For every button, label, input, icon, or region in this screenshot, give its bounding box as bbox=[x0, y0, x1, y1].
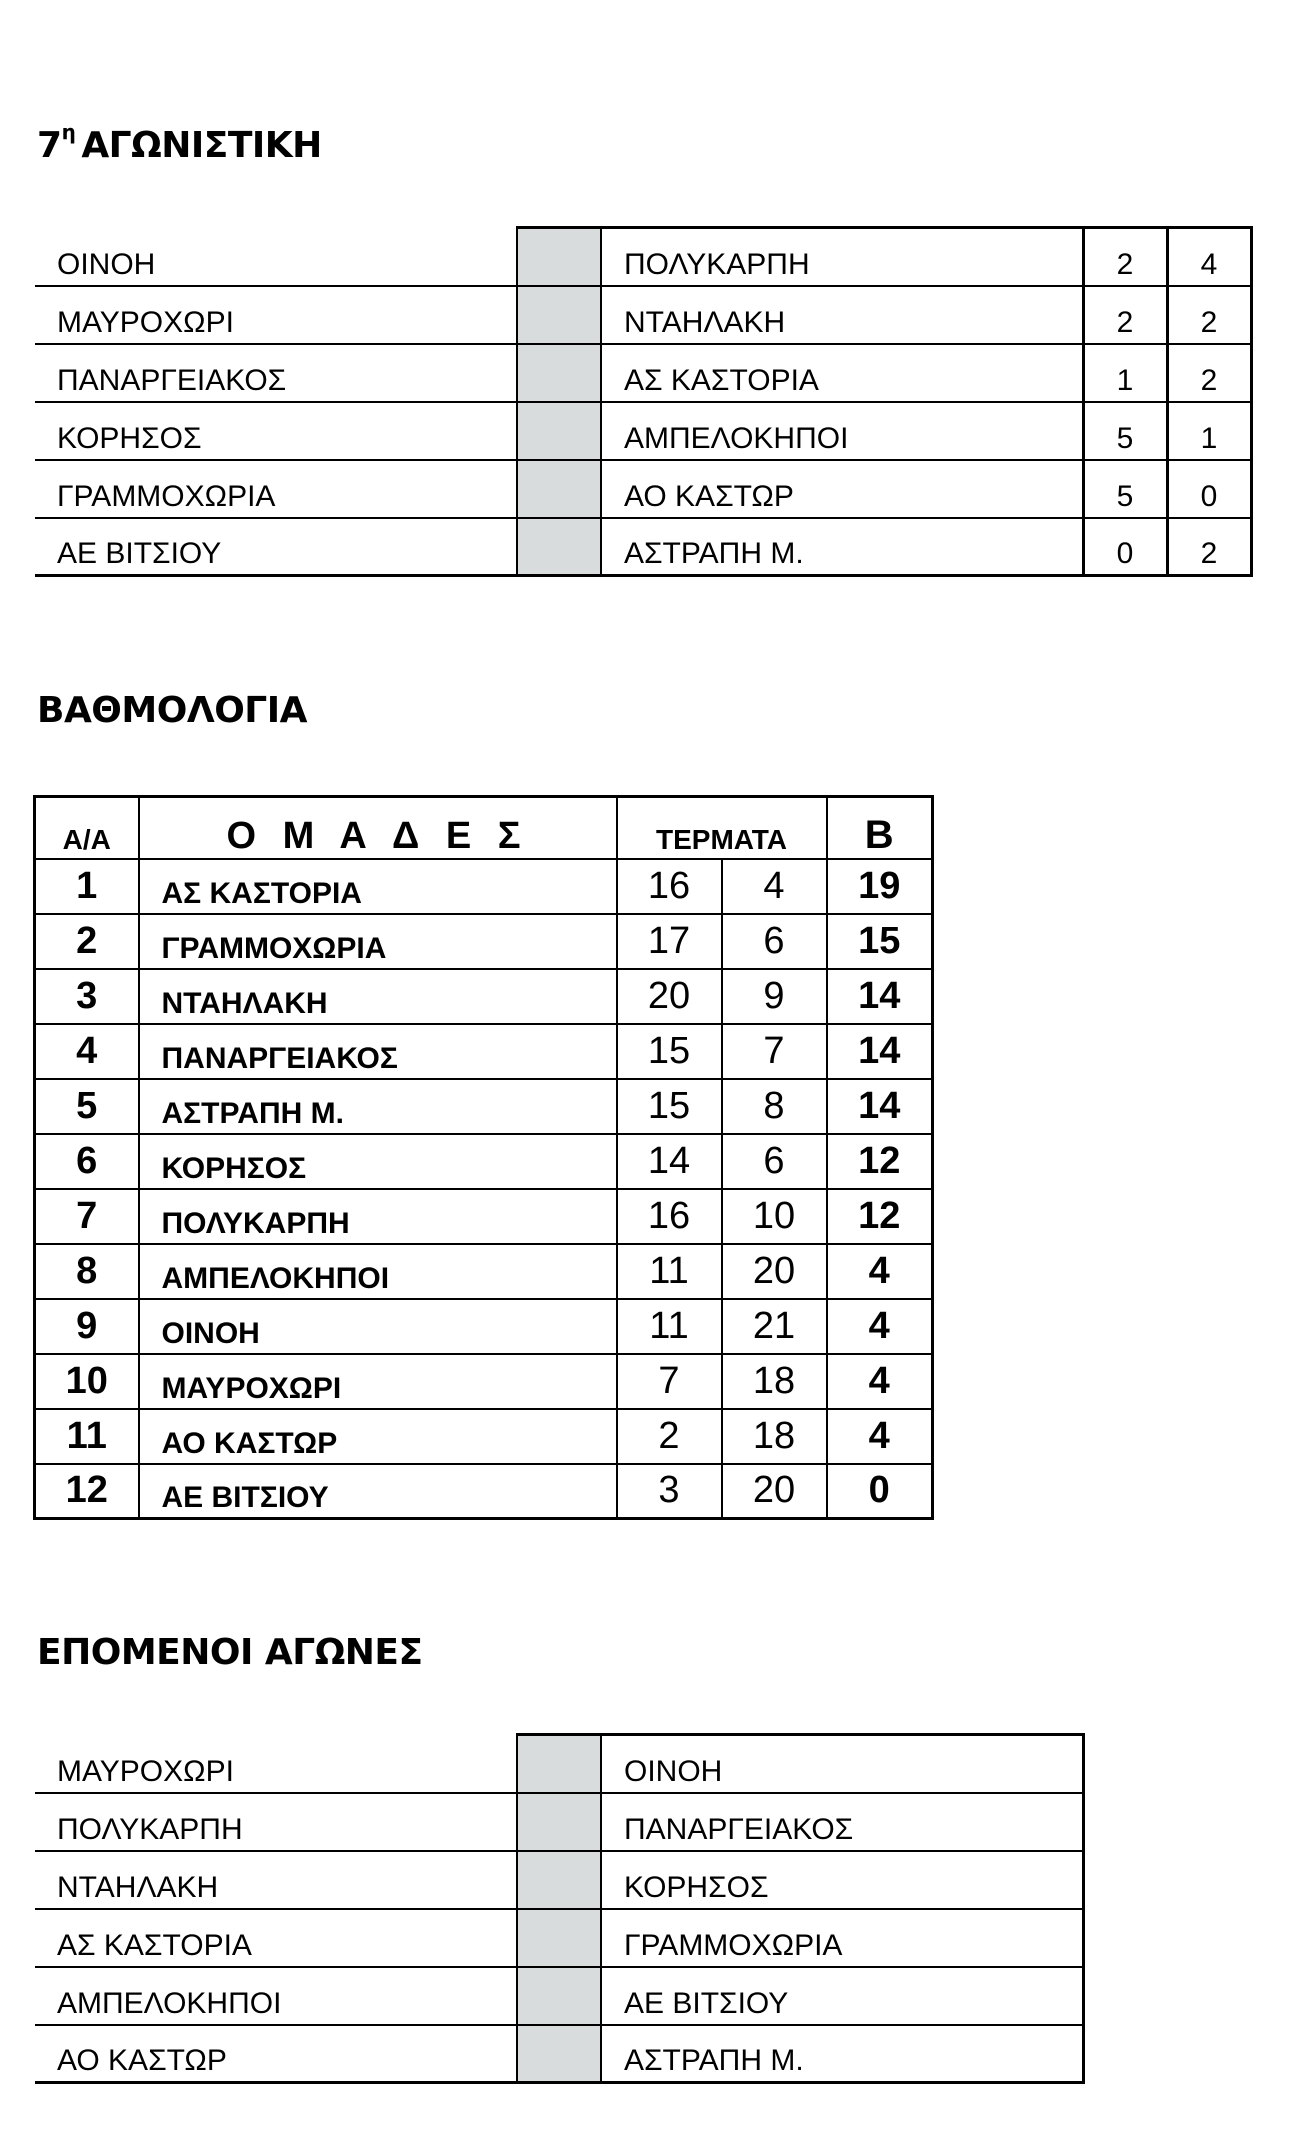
points: 4 bbox=[827, 1354, 933, 1409]
position: 4 bbox=[35, 1024, 139, 1079]
goals-against: 4 bbox=[722, 859, 827, 914]
position: 8 bbox=[35, 1244, 139, 1299]
standings-table bbox=[33, 795, 934, 1520]
away-team: ΑΣ ΚΑΣΤΟΡΙΑ bbox=[601, 344, 1083, 402]
team-name: ΠΑΝΑΡΓΕΙΑΚΟΣ bbox=[139, 1024, 617, 1079]
position: 10 bbox=[35, 1354, 139, 1409]
matchday-label: ΑΓΩΝΙΣΤΙΚΗ bbox=[81, 125, 322, 166]
goals-against: 18 bbox=[722, 1409, 827, 1464]
position: 12 bbox=[35, 1464, 139, 1519]
result-row bbox=[35, 228, 1251, 286]
position: 11 bbox=[35, 1409, 139, 1464]
standings-row bbox=[35, 1244, 933, 1299]
standings-row bbox=[35, 1299, 933, 1354]
next-match-row bbox=[35, 1735, 1083, 1793]
away-team: ΑΜΠΕΛΟΚΗΠΟΙ bbox=[601, 402, 1083, 460]
away-team: ΑΟ ΚΑΣΤΩΡ bbox=[601, 460, 1083, 518]
standings-row bbox=[35, 1464, 933, 1519]
goals-for: 16 bbox=[617, 859, 722, 914]
points: 4 bbox=[827, 1409, 933, 1464]
home-goals: 0 bbox=[1083, 518, 1167, 576]
home-goals: 2 bbox=[1083, 228, 1167, 286]
goals-against: 6 bbox=[722, 914, 827, 969]
team-name: ΚΟΡΗΣΟΣ bbox=[139, 1134, 617, 1189]
away-goals: 0 bbox=[1167, 460, 1251, 518]
result-row bbox=[35, 518, 1251, 576]
standings-row bbox=[35, 1079, 933, 1134]
away-team: ΠΟΛΥΚΑΡΠΗ bbox=[601, 228, 1083, 286]
next-match-row bbox=[35, 1909, 1083, 1967]
matchday-number: 7 bbox=[37, 125, 62, 166]
goals-for: 17 bbox=[617, 914, 722, 969]
position: 7 bbox=[35, 1189, 139, 1244]
goals-for: 14 bbox=[617, 1134, 722, 1189]
goals-against: 20 bbox=[722, 1464, 827, 1519]
goals-for: 16 bbox=[617, 1189, 722, 1244]
home-team: ΝΤΑΗΛΑΚΗ bbox=[35, 1851, 517, 1909]
points: 4 bbox=[827, 1299, 933, 1354]
separator-cell bbox=[517, 1735, 601, 1793]
goals-for: 11 bbox=[617, 1299, 722, 1354]
goals-for: 11 bbox=[617, 1244, 722, 1299]
home-team: ΓΡΑΜΜΟΧΩΡΙΑ bbox=[35, 460, 517, 518]
standings-title: ΒΑΘΜΟΛΟΓΙΑ bbox=[37, 690, 307, 731]
goals-against: 6 bbox=[722, 1134, 827, 1189]
home-team: ΑΜΠΕΛΟΚΗΠΟΙ bbox=[35, 1967, 517, 2025]
next-match-row bbox=[35, 1851, 1083, 1909]
home-team: ΜΑΥΡΟΧΩΡΙ bbox=[35, 1735, 517, 1793]
away-team: ΓΡΑΜΜΟΧΩΡΙΑ bbox=[601, 1909, 1083, 1967]
goals-against: 7 bbox=[722, 1024, 827, 1079]
separator-cell bbox=[517, 1909, 601, 1967]
result-row bbox=[35, 286, 1251, 344]
standings-row bbox=[35, 1409, 933, 1464]
points: 19 bbox=[827, 859, 933, 914]
goals-for: 3 bbox=[617, 1464, 722, 1519]
goals-for: 20 bbox=[617, 969, 722, 1024]
points: 14 bbox=[827, 1079, 933, 1134]
standings-row bbox=[35, 1134, 933, 1189]
away-goals: 2 bbox=[1167, 286, 1251, 344]
result-row bbox=[35, 402, 1251, 460]
team-name: ΑΜΠΕΛΟΚΗΠΟΙ bbox=[139, 1244, 617, 1299]
result-row bbox=[35, 460, 1251, 518]
position: 5 bbox=[35, 1079, 139, 1134]
away-goals: 2 bbox=[1167, 344, 1251, 402]
away-goals: 4 bbox=[1167, 228, 1251, 286]
results-table bbox=[35, 226, 1253, 577]
goals-against: 20 bbox=[722, 1244, 827, 1299]
team-name: ΑΣΤΡΑΠΗ Μ. bbox=[139, 1079, 617, 1134]
team-name: ΓΡΑΜΜΟΧΩΡΙΑ bbox=[139, 914, 617, 969]
away-team: ΑΕ ΒΙΤΣΙΟΥ bbox=[601, 1967, 1083, 2025]
separator-cell bbox=[517, 344, 601, 402]
next-match-row bbox=[35, 2025, 1083, 2083]
away-team: ΑΣΤΡΑΠΗ Μ. bbox=[601, 518, 1083, 576]
next-matches-table bbox=[35, 1733, 1085, 2084]
team-name: ΠΟΛΥΚΑΡΠΗ bbox=[139, 1189, 617, 1244]
home-team: ΑΣ ΚΑΣΤΟΡΙΑ bbox=[35, 1909, 517, 1967]
home-team: ΑΕ ΒΙΤΣΙΟΥ bbox=[35, 518, 517, 576]
goals-against: 18 bbox=[722, 1354, 827, 1409]
matchday-title bbox=[37, 120, 322, 166]
team-name: ΝΤΑΗΛΑΚΗ bbox=[139, 969, 617, 1024]
next-match-row bbox=[35, 1967, 1083, 2025]
points: 12 bbox=[827, 1134, 933, 1189]
standings-row bbox=[35, 1354, 933, 1409]
home-goals: 2 bbox=[1083, 286, 1167, 344]
points: 15 bbox=[827, 914, 933, 969]
points: 14 bbox=[827, 1024, 933, 1079]
away-team: ΝΤΑΗΛΑΚΗ bbox=[601, 286, 1083, 344]
team-name: ΑΕ ΒΙΤΣΙΟΥ bbox=[139, 1464, 617, 1519]
header-goals: ΤΕΡΜΑΤΑ bbox=[617, 797, 827, 859]
standings-row bbox=[35, 1189, 933, 1244]
goals-against: 21 bbox=[722, 1299, 827, 1354]
separator-cell bbox=[517, 460, 601, 518]
goals-for: 15 bbox=[617, 1079, 722, 1134]
goals-for: 15 bbox=[617, 1024, 722, 1079]
separator-cell bbox=[517, 286, 601, 344]
separator-cell bbox=[517, 1851, 601, 1909]
standings-header-row bbox=[35, 797, 933, 859]
away-team: ΚΟΡΗΣΟΣ bbox=[601, 1851, 1083, 1909]
team-name: ΑΟ ΚΑΣΤΩΡ bbox=[139, 1409, 617, 1464]
position: 3 bbox=[35, 969, 139, 1024]
home-team: ΟΙΝΟΗ bbox=[35, 228, 517, 286]
home-team: ΠΟΛΥΚΑΡΠΗ bbox=[35, 1793, 517, 1851]
separator-cell bbox=[517, 518, 601, 576]
goals-against: 10 bbox=[722, 1189, 827, 1244]
goals-against: 8 bbox=[722, 1079, 827, 1134]
result-row bbox=[35, 344, 1251, 402]
header-points: Β bbox=[827, 797, 933, 859]
home-goals: 1 bbox=[1083, 344, 1167, 402]
standings-row bbox=[35, 969, 933, 1024]
away-goals: 1 bbox=[1167, 402, 1251, 460]
team-name: ΜΑΥΡΟΧΩΡΙ bbox=[139, 1354, 617, 1409]
home-team: ΑΟ ΚΑΣΤΩΡ bbox=[35, 2025, 517, 2083]
home-goals: 5 bbox=[1083, 402, 1167, 460]
separator-cell bbox=[517, 2025, 601, 2083]
separator-cell bbox=[517, 228, 601, 286]
goals-for: 2 bbox=[617, 1409, 722, 1464]
standings-row bbox=[35, 859, 933, 914]
position: 1 bbox=[35, 859, 139, 914]
separator-cell bbox=[517, 1793, 601, 1851]
team-name: ΑΣ ΚΑΣΤΟΡΙΑ bbox=[139, 859, 617, 914]
next-matches-title: ΕΠΟΜΕΝΟΙ ΑΓΩΝΕΣ bbox=[37, 1632, 423, 1673]
team-name: ΟΙΝΟΗ bbox=[139, 1299, 617, 1354]
position: 6 bbox=[35, 1134, 139, 1189]
header-teams: Ο Μ Α Δ Ε Σ bbox=[139, 797, 617, 859]
home-team: ΠΑΝΑΡΓΕΙΑΚΟΣ bbox=[35, 344, 517, 402]
home-team: ΚΟΡΗΣΟΣ bbox=[35, 402, 517, 460]
away-team: ΑΣΤΡΑΠΗ Μ. bbox=[601, 2025, 1083, 2083]
points: 0 bbox=[827, 1464, 933, 1519]
points: 12 bbox=[827, 1189, 933, 1244]
points: 4 bbox=[827, 1244, 933, 1299]
away-team: ΟΙΝΟΗ bbox=[601, 1735, 1083, 1793]
home-team: ΜΑΥΡΟΧΩΡΙ bbox=[35, 286, 517, 344]
away-team: ΠΑΝΑΡΓΕΙΑΚΟΣ bbox=[601, 1793, 1083, 1851]
home-goals: 5 bbox=[1083, 460, 1167, 518]
points: 14 bbox=[827, 969, 933, 1024]
separator-cell bbox=[517, 402, 601, 460]
position: 9 bbox=[35, 1299, 139, 1354]
matchday-suffix: η bbox=[61, 120, 76, 144]
header-position: Α/Α bbox=[35, 797, 139, 859]
goals-for: 7 bbox=[617, 1354, 722, 1409]
standings-row bbox=[35, 1024, 933, 1079]
goals-against: 9 bbox=[722, 969, 827, 1024]
next-match-row bbox=[35, 1793, 1083, 1851]
away-goals: 2 bbox=[1167, 518, 1251, 576]
standings-row bbox=[35, 914, 933, 969]
position: 2 bbox=[35, 914, 139, 969]
separator-cell bbox=[517, 1967, 601, 2025]
